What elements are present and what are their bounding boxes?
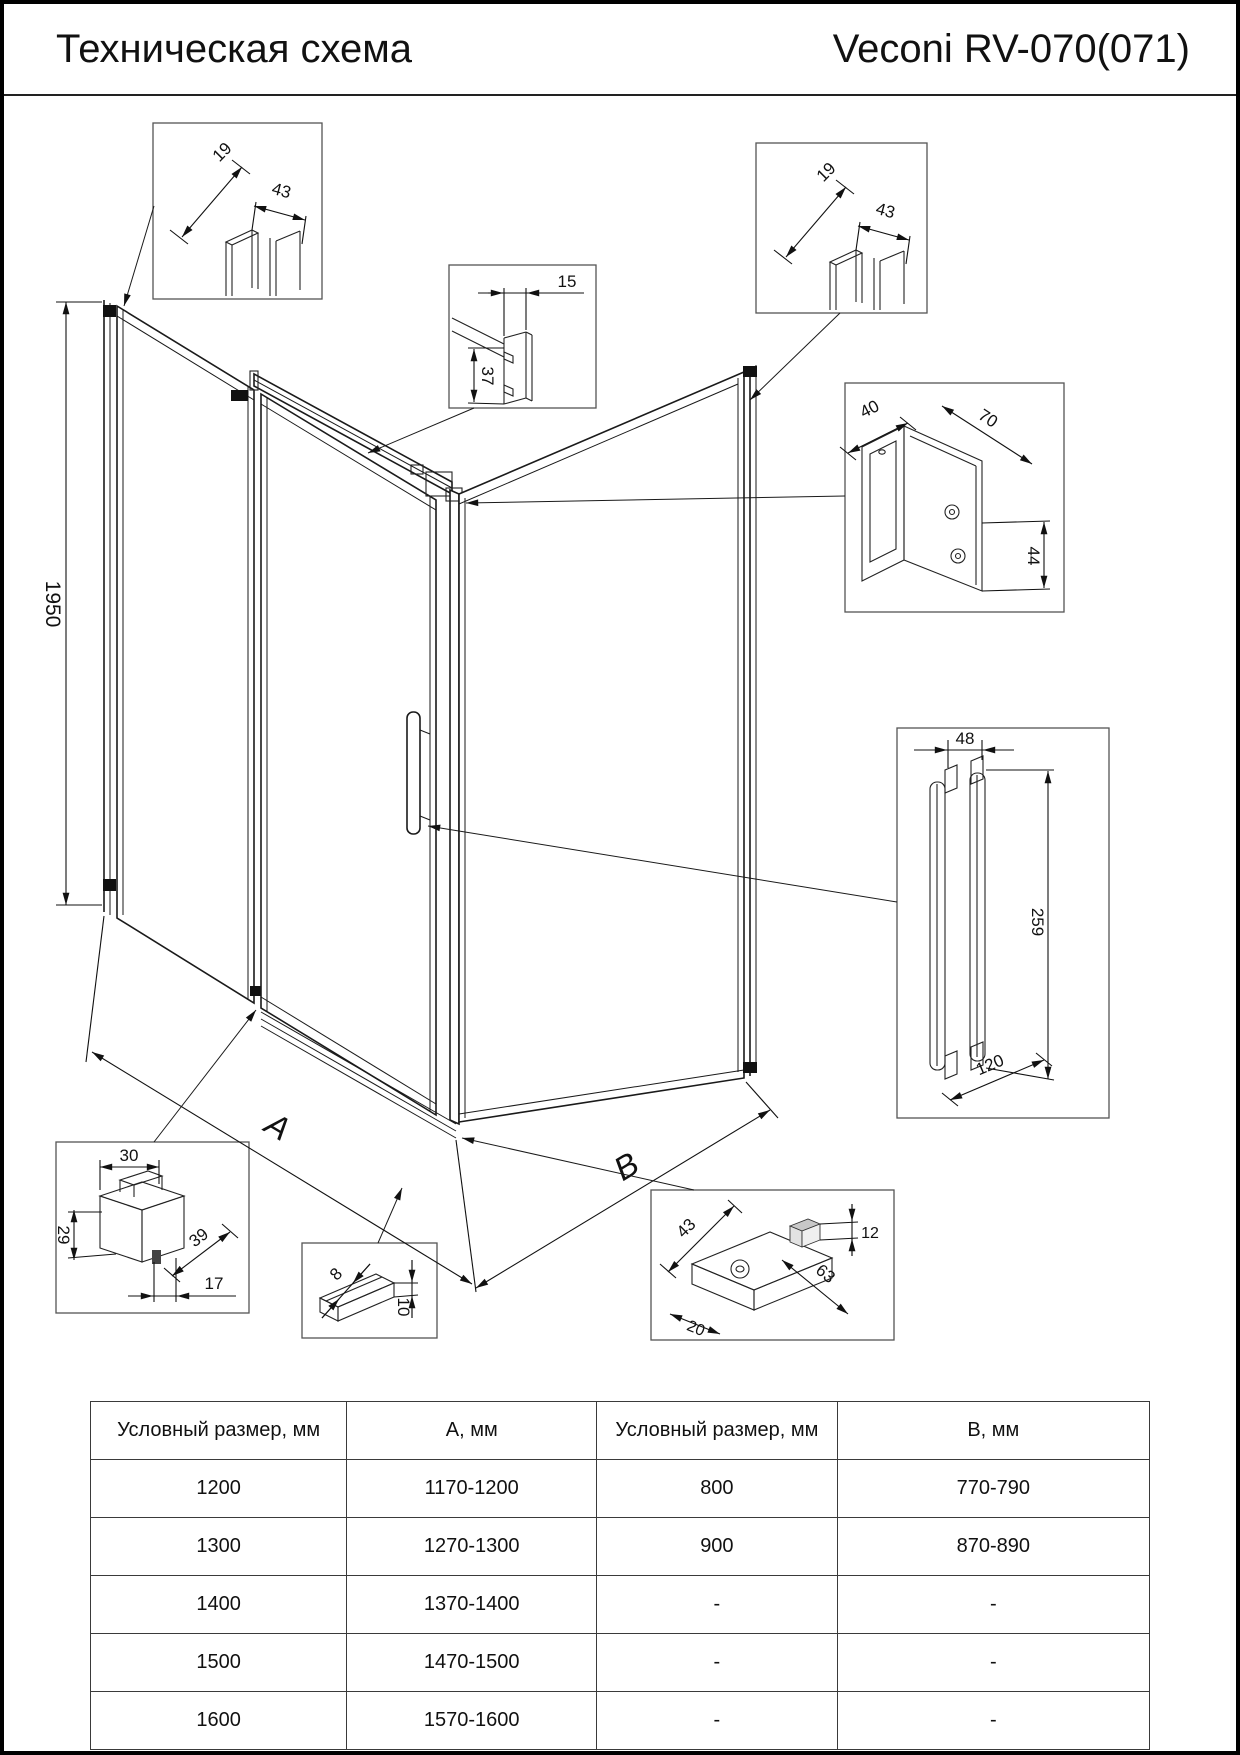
detail-top-bar-profile	[449, 265, 596, 408]
col-header-nominal-b: Условный размер, мм	[597, 1402, 837, 1460]
table-row	[91, 1692, 1150, 1750]
dim-label-guide-height: 43	[672, 1214, 700, 1242]
col-header-b: В, мм	[837, 1402, 1149, 1460]
dim-label-b: B	[607, 1144, 646, 1188]
cell: 1200	[91, 1460, 347, 1518]
dimension-height-1950	[41, 302, 102, 905]
shower-enclosure	[103, 300, 757, 1138]
cell: 1270-1300	[347, 1518, 597, 1576]
dim-label-clamp-base: 17	[204, 1274, 224, 1293]
door-handle	[407, 712, 420, 834]
corner-post	[450, 490, 459, 1124]
wall-bracket-top	[103, 305, 116, 317]
fixed-panel-left	[117, 306, 254, 1003]
dim-label-profile-right-width: 43	[873, 199, 898, 223]
detail-floor-guide	[651, 1190, 894, 1340]
cell: 1400	[91, 1576, 347, 1634]
dim-label-guide-tab: 12	[861, 1225, 879, 1242]
cell: 1570-1600	[347, 1692, 597, 1750]
detail-wall-profile-right	[756, 143, 927, 313]
cell: 770-790	[837, 1460, 1149, 1518]
cell: -	[837, 1576, 1149, 1634]
size-table-section	[4, 1391, 1236, 1750]
model-title: Veconi RV-070(071)	[832, 26, 1190, 71]
dim-label-rail-thickness: 8	[326, 1264, 347, 1285]
cell: 1300	[91, 1518, 347, 1576]
dim-label-guide-width: 20	[684, 1317, 708, 1341]
cell: 800	[597, 1460, 837, 1518]
cell: 1170-1200	[347, 1460, 597, 1518]
cell: -	[837, 1692, 1149, 1750]
dim-label-handle-height: 259	[1028, 907, 1047, 937]
detail-wall-profile-left	[153, 123, 322, 299]
detail-glass-clamp	[54, 1142, 249, 1313]
col-header-nominal-a: Условный размер, мм	[91, 1402, 347, 1460]
cell: 1370-1400	[347, 1576, 597, 1634]
cell: 1500	[91, 1634, 347, 1692]
table-header-row	[91, 1402, 1150, 1460]
dim-label-topbar-width: 15	[557, 272, 577, 291]
detail-corner-bracket	[840, 383, 1064, 612]
cell: 1600	[91, 1692, 347, 1750]
table-row	[91, 1518, 1150, 1576]
table-row	[91, 1460, 1150, 1518]
col-header-a: А, мм	[347, 1402, 597, 1460]
dim-label-a: A	[258, 1104, 297, 1148]
dim-label-profile-left-width: 43	[269, 179, 294, 203]
page-title: Техническая схема	[56, 26, 413, 71]
dim-label-handle-length: 120	[973, 1050, 1007, 1080]
dim-label-clamp-width: 30	[119, 1146, 139, 1165]
detail-bottom-rail	[302, 1243, 437, 1338]
cell: -	[597, 1692, 837, 1750]
cell: 1470-1500	[347, 1634, 597, 1692]
dim-label-guide-length: 63	[812, 1260, 839, 1288]
table-row	[91, 1576, 1150, 1634]
wall-bracket-bottom	[103, 879, 116, 891]
technical-drawing	[4, 96, 1236, 1391]
dim-label-bracket-height: 44	[1024, 546, 1043, 566]
cell: 900	[597, 1518, 837, 1576]
title-bar	[4, 4, 1236, 96]
wall-bracket-right-top	[743, 366, 757, 377]
side-panel-right	[459, 372, 744, 1122]
dim-label-profile-left-depth: 19	[208, 138, 236, 166]
cell: 870-890	[837, 1518, 1149, 1576]
dim-label-clamp-height: 29	[54, 1225, 73, 1245]
hinge-top	[231, 390, 248, 401]
dim-label-bracket-a: 40	[856, 396, 883, 422]
table-row	[91, 1634, 1150, 1692]
detail-door-handle	[897, 728, 1109, 1118]
dim-label-clamp-depth: 39	[185, 1224, 212, 1251]
dim-label-bracket-b: 70	[974, 405, 1002, 432]
wall-bracket-right-bottom	[743, 1062, 757, 1073]
cell: -	[837, 1634, 1149, 1692]
cell: -	[597, 1634, 837, 1692]
dim-label-handle-width: 48	[955, 729, 975, 748]
cell: -	[597, 1576, 837, 1634]
dim-label-rail-height: 10	[394, 1297, 413, 1317]
dim-label-topbar-height: 37	[478, 366, 497, 386]
dim-label-height: 1950	[41, 580, 64, 628]
size-table	[90, 1401, 1150, 1750]
dim-label-profile-right-depth: 19	[812, 158, 840, 186]
